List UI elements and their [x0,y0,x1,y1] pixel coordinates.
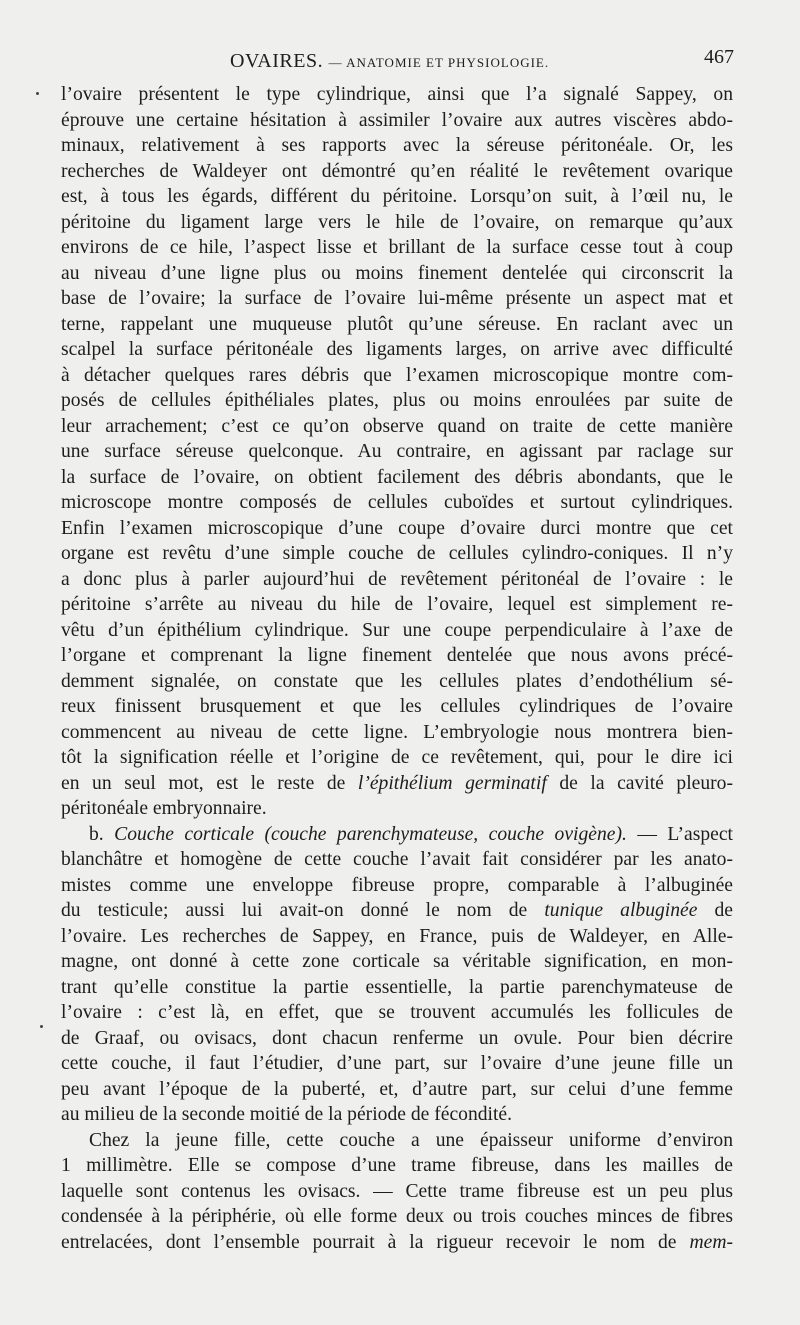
section-heading-line [61,822,733,848]
text-line: demment signalée, on constate que les cellules plates d’endothélium sé- [61,670,733,692]
text-line: au milieu de la seconde moitié de la période de fécondité. [61,1104,513,1125]
text-line-mixed [61,898,733,924]
print-speck [40,1025,43,1028]
text-fragment: de la cavité pleuro- [546,772,733,794]
running-header [60,46,736,76]
running-title-main: OVAIRES. [230,50,324,72]
text-line: l’ovaire. Les recherches de Sappey, en France, puis de Waldeyer, en Alle- [61,925,733,947]
text-line: péritoine s’arrête au niveau du hile de l’ovaire, lequel est simplement re- [61,594,733,615]
text-line: éprouve une certaine hésitation à assimiler l’ovaire aux autres viscères abdo- [61,109,733,131]
text-line: laquelle sont contenus les ovisacs. — Cette trame fibreuse est un peu plus [61,1180,733,1202]
text-line: vêtu d’un épithélium cylindrique. Sur une coupe perpendiculaire à l’axe de [61,619,733,641]
italic-term: mem- [689,1231,733,1253]
text-line: une surface séreuse quelconque. Au contraire, en agissant par raclage sur [61,441,733,462]
text-line: l’ovaire : c’est là, en effet, que se trouvent accumulés les follicules de [61,1002,733,1023]
text-line: blanchâtre et homogène de cette couche l’avait fait considérer par les anato- [61,849,733,870]
text-line: posés de cellules épithéliales plates, plus ou moins enroulées par suite de [61,390,733,411]
text-line: minaux, relativement à ses rapports avec la séreuse péritonéale. Or, les [61,135,733,156]
text-line: condensée à la périphérie, où elle forme deux ou trois couches minces de fibres [61,1206,733,1227]
italic-term: l’épithélium germinatif [357,772,547,794]
text-line: de Graaf, ou ovisacs, dont chacun renferme un ovule. Pour bien décrire [61,1027,733,1049]
text-line: base de l’ovaire; la surface de l’ovaire lui-même présente un aspect mat et [61,288,733,309]
text-line: terne, rappelant une muqueuse plutôt qu’une séreuse. En raclant avec un [61,313,733,335]
text-line: Enfin l’examen microscopique d’une coupe d’ovaire durci montre que cet [61,517,733,539]
text-line: a donc plus à parler aujourd’hui de revêtement péritonéal de l’ovaire : le [61,568,733,590]
running-title [230,50,549,73]
text-line: mistes comme une enveloppe fibreuse propre, comparable à l’albuginée [61,874,733,896]
text-line: commencent au niveau de cette ligne. L’embryologie nous montrera bien- [61,721,733,743]
text-line: est, à tous les égards, différent du péritoine. Lorsqu’on suit, à l’œil nu, le [61,186,733,207]
running-title-sub: — ANATOMIE ET PHYSIOLOGIE. [328,55,550,70]
text-line: à détacher quelques rares débris que l’examen microscopique montre com- [61,364,733,386]
text-line: Chez la jeune fille, cette couche a une épaisseur uniforme d’environ [89,1129,733,1151]
text-line-mixed [61,771,733,797]
text-line-mixed [61,1230,733,1256]
text-line: péritonéale embryonnaire. [61,798,267,819]
text-line: l’ovaire présentent le type cylindrique, ainsi que l’a signalé Sappey, on [61,84,733,105]
text-line: cette couche, il faut l’étudier, d’une part, sur l’ovaire d’une jeune fille un [61,1053,733,1074]
text-fragment: en un seul mot, est le reste de [61,772,358,794]
text-line: magne, ont donné à cette zone corticale sa véritable signification, en mon- [61,951,733,972]
text-line: péritoine du ligament large vers le hile de l’ovaire, on remarque qu’aux [61,211,733,233]
text-line: au niveau d’une ligne plus ou moins finement dentelée qui circonscrit la [61,262,733,284]
text-line: microscope montre composés de cellules cuboïdes et surtout cylindriques. [61,492,733,513]
text-line: recherches de Waldeyer ont démontré qu’en réalité le revêtement ovarique [61,160,733,182]
text-fragment: de [697,900,733,921]
italic-term: tunique albuginée [544,900,698,921]
text-line: trant qu’elle constitue la partie essentielle, la partie parenchymateuse de [61,976,733,998]
text-line: leur arrachement; c’est ce qu’on observe quand on traite de cette manière [61,415,733,437]
text-line: organe est revêtu d’une simple couche de cellules cylindro-coniques. Il n’y [61,543,733,564]
text-line: scalpel la surface péritonéale des ligaments larges, on arrive avec difficulté [61,339,733,360]
text-line: reux finissent brusquement et que les cellules cylindriques de l’ovaire [61,696,733,717]
text-line: environs de ce hile, l’aspect lisse et brillant de la surface cesse tout à coup [61,237,733,258]
text-line: tôt la signification réelle et l’origine de ce revêtement, qui, pour le dire ici [61,747,733,768]
print-speck [36,92,39,95]
text-line: peu avant l’époque de la puberté, et, d’autre part, sur celui d’une femme [61,1078,733,1100]
body-text [61,82,733,1255]
text-fragment: du testicule; aussi lui avait-on donné le nom de [61,900,545,921]
section-heading: Couche corticale (couche parenchymateuse, couche ovigène). [114,823,627,845]
text-line: l’organe et comprenant la ligne finement dentelée que nous avons précé- [61,645,733,666]
text-fragment: entrelacées, dont l’ensemble pourrait à la rigueur recevoir le nom de [61,1231,690,1253]
text-fragment: — L’aspect [626,823,733,845]
text-line: 1 millimètre. Elle se compose d’une trame fibreuse, dans les mailles de [61,1155,733,1176]
section-label: b. [89,823,104,845]
text-line: la surface de l’ovaire, on obtient facilement des débris abondants, que le [61,466,733,488]
page-number: 467 [704,46,734,68]
